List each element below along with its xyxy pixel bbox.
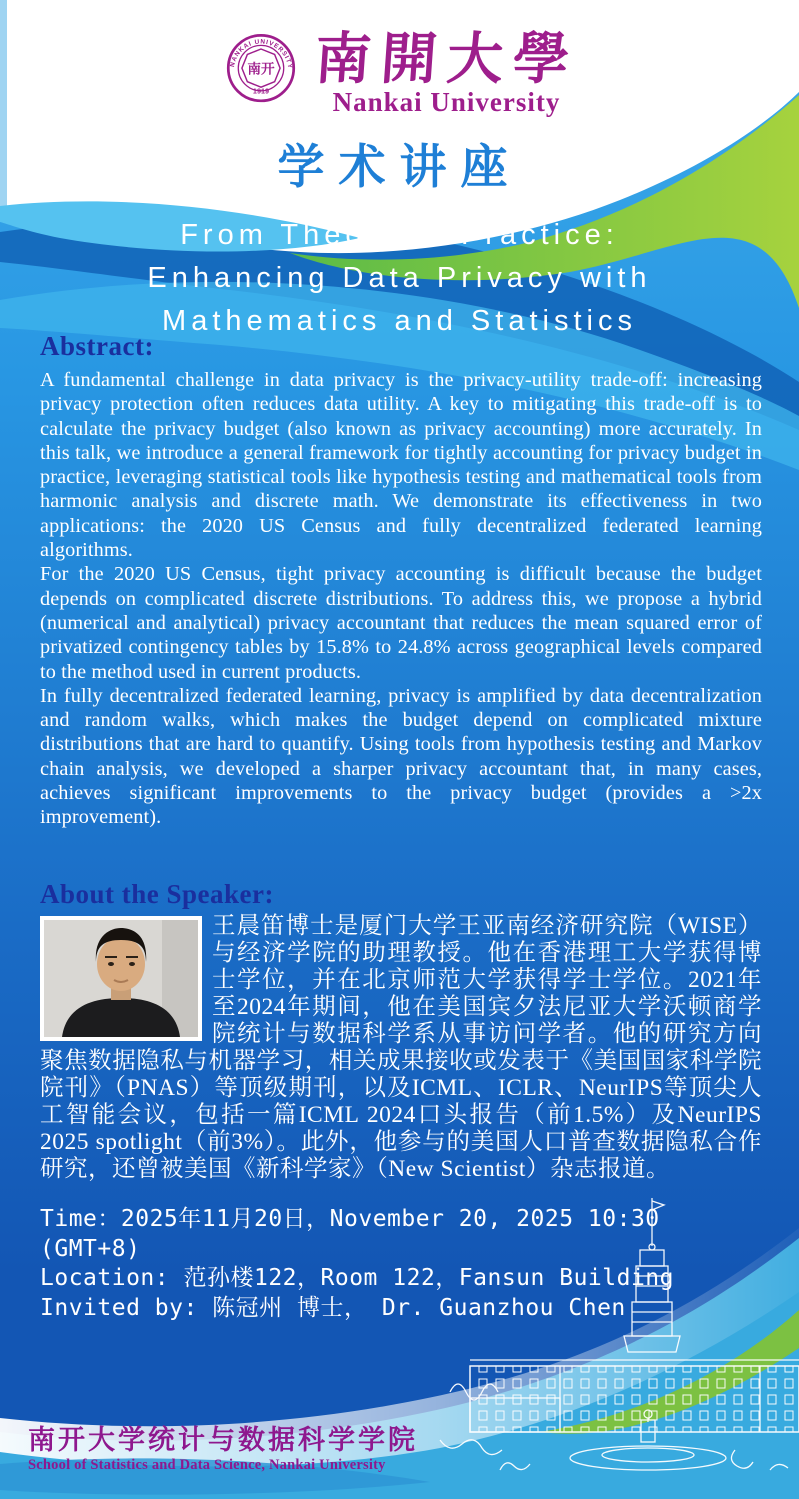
event-invited-by: Invited by: 陈冠州 博士， Dr. Guanzhou Chen bbox=[40, 1294, 626, 1321]
event-time-line2: (GMT+8) bbox=[40, 1235, 141, 1262]
talk-title bbox=[0, 214, 799, 343]
seal-year: 1919 bbox=[252, 86, 269, 96]
speaker-bio-block bbox=[40, 913, 762, 1183]
abstract-paragraph-1: A fundamental challenge in data privacy is the privacy-utility trade-off: increasing privacy protection often reduces data utility. A key to mitigating this trade-off is to calculate the privacy budget (also known as privacy accounting) more accurately. In this talk, we introduce a general framework for tightly accounting for privacy budget in practice, leveraging statistical tools like hypothesis testing and mathematical tools from harmonic analysis and discrete math. We demonstrate its effectiveness in two applications: the 2020 US Census and fully decentralized federated learning algorithms. bbox=[40, 369, 762, 562]
abstract-paragraph-2: For the 2020 US Census, tight privacy accounting is difficult because the budget depends on complicated discrete distributions. To address this, we propose a hybrid (numerical and analytical) privacy accountant that reduces the mean squared error of privatized contingency tables by 15.8% to 24.8% across geographical levels compared to the method used in current products. bbox=[40, 563, 762, 683]
abstract-heading: Abstract: bbox=[40, 331, 154, 361]
event-time-line1: Time：2025年11月20日，November 20, 2025 10:30 bbox=[40, 1206, 660, 1232]
university-name-en: Nankai University bbox=[332, 87, 561, 117]
university-name-zh: 南開大學 bbox=[312, 26, 581, 92]
abstract-paragraph-3: In fully decentralized federated learning, privacy is amplified by data decentralization and random walks, which makes the budget depend on complicated mixture distributions that are hard to quantify. Using tools from hypothesis testing and Markov chain analysis, we developed a sharper privacy accountant that, in many cases, achieves significant improvements to the privacy budget (provides a >2x improvement). bbox=[40, 684, 762, 829]
speaker-section bbox=[40, 879, 762, 1183]
abstract-section bbox=[40, 331, 762, 830]
speaker-bio-text: 王晨笛博士是厦门大学王亚南经济研究院（WISE）与经济学院的助理教授。他在香港理工大学获得博士学位，并在北京师范大学获得学士学位。2021年至2024年期间，他在美国宾夕法尼亚大学沃顿商学院统计与数据科学系从事访问学者。他的研究方向聚焦数据隐私与机器学习，相关成果接收或发表于《美国国家科学院院刊》（PNAS）等顶级期刊，以及ICML、ICLR、NeurIPS等顶尖人工智能会议，包括一篇ICML 2024口头报告（前1.5%）及NeurIPS 2025 spotlight（前3%）。此外，他参与的美国人口普查数据隐私合作研究，还曾被美国《新科学家》（New Scientist）杂志报道。 bbox=[40, 913, 762, 1182]
talk-title-line1: From Theory to Practice: bbox=[180, 219, 619, 251]
event-details bbox=[40, 1205, 780, 1323]
page-title: 学术讲座 bbox=[277, 140, 522, 195]
event-location: Location: 范孙楼122，Room 122，Fansun Building bbox=[40, 1265, 674, 1291]
school-name-zh: 南开大学统计与数据科学学院 bbox=[28, 1425, 418, 1455]
footer bbox=[28, 1424, 768, 1474]
seal-center-characters: 南开 bbox=[246, 61, 275, 78]
nankai-seal-icon bbox=[221, 28, 301, 110]
header bbox=[0, 28, 799, 116]
speaker-heading: About the Speaker: bbox=[40, 879, 275, 909]
speaker-portrait-illustration bbox=[44, 920, 198, 1037]
talk-title-line3: Mathematics and Statistics bbox=[162, 305, 637, 337]
talk-title-line2: Enhancing Data Privacy with bbox=[147, 262, 652, 294]
school-name-en: School of Statistics and Data Science, Nankai University bbox=[28, 1457, 386, 1473]
seal-ring-text: NANKAI UNIVERSITY bbox=[228, 38, 293, 70]
speaker-photo bbox=[40, 916, 202, 1041]
